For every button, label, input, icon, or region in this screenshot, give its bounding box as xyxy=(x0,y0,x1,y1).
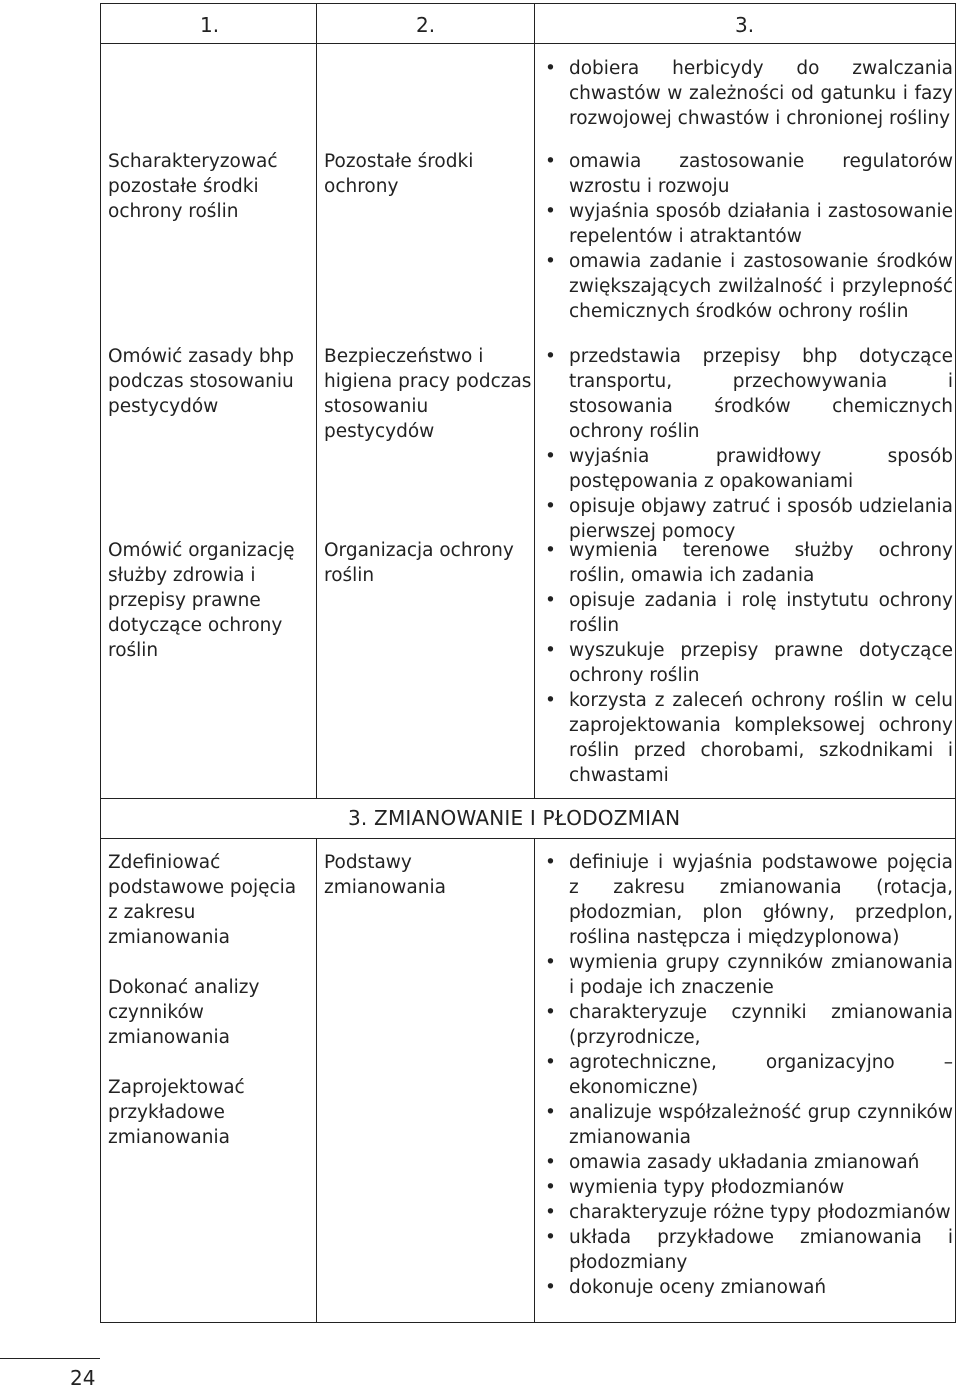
section-title: 3. ZMIANOWANIE I PŁODOZMIAN xyxy=(348,806,681,830)
objective-cell: Scharakteryzować pozostałe środki ochrony roślin xyxy=(108,151,278,222)
section-top-divider xyxy=(100,798,956,799)
column-divider-2 xyxy=(534,3,535,798)
objective-text: Zdefiniować podstawowe pojęcia z zakresu zmianowania xyxy=(108,852,297,948)
column-divider-2b xyxy=(534,838,535,1323)
list-item: • charakteryzuje czynniki zmianowania (przyrodnicze, xyxy=(545,1000,953,1050)
list-item: • korzysta z zaleceń ochrony roślin w celu zaprojektowania kompleksowej ochrony roślin przed chorobami, szkodnikami i chwastami xyxy=(545,688,953,788)
list-item: • układa przykładowe zmianowania i płodozmiany xyxy=(545,1225,953,1275)
list-item: • opisuje zadania i rolę instytutu ochrony roślin xyxy=(545,588,953,638)
column-divider-1b xyxy=(316,838,317,1323)
list-item: • omawia zasady układania zmianowań xyxy=(545,1150,953,1175)
list-item: • wyjaśnia sposób działania i zastosowanie repelentów i atraktantów xyxy=(545,199,953,249)
page-number: 24 xyxy=(70,1366,96,1390)
outcomes-list xyxy=(545,850,953,1300)
list-item: • dokonuje oceny zmianowań xyxy=(545,1275,953,1300)
list-item: • omawia zastosowanie regulatorów wzrostu i rozwoju xyxy=(545,149,953,199)
list-item: • wyjaśnia prawidłowy sposób postępowania z opakowaniami xyxy=(545,444,953,494)
list-item: • charakteryzuje różne typy płodozmianów xyxy=(545,1200,953,1225)
topic-cell: Organizacja ochrony roślin xyxy=(324,540,514,586)
objective-cell: Omówić organizację służby zdrowia i przepisy prawne dotyczące ochrony roślin xyxy=(108,540,295,661)
section-bottom-divider xyxy=(100,838,956,839)
objectives-cell xyxy=(108,850,308,1175)
list-item: • wymienia typy płodozmianów xyxy=(545,1175,953,1200)
column-divider-1 xyxy=(316,3,317,798)
list-item: • wymienia terenowe służby ochrony roślin, omawia ich zadania xyxy=(545,538,953,588)
list-item: • przedstawia przepisy bhp dotyczące transportu, przechowywania i stosowania środków chemicznych ochrony roślin xyxy=(545,344,953,444)
column-number-1: 1. xyxy=(200,13,220,37)
outcomes-list xyxy=(545,149,953,324)
outcomes-list xyxy=(545,538,953,788)
list-item: • wymienia grupy czynników zmianowania i podaje ich znaczenie xyxy=(545,950,953,1000)
list-item: • definiuje i wyjaśnia podstawowe pojęcia z zakresu zmianowania (rotacja, płodozmian, plon główny, przedplon, roślina następcza i międzyplonowa) xyxy=(545,850,953,950)
list-item: • dobiera herbicydy do zwalczania chwastów w zależności od gatunku i fazy rozwojowej chwastów i chronionej rośliny xyxy=(545,56,953,131)
column-number-2: 2. xyxy=(416,13,436,37)
objective-text: Zaprojektować przykładowe zmianowania xyxy=(108,1077,245,1148)
list-item: • opisuje objawy zatruć i sposób udzielania pierwszej pomocy xyxy=(545,494,953,544)
objective-cell: Omówić zasady bhp podczas stosowaniu pestycydów xyxy=(108,346,295,417)
outcomes-list xyxy=(545,344,953,544)
list-item: • analizuje współzależność grup czynników zmianowania xyxy=(545,1100,953,1150)
outcomes-list xyxy=(545,56,953,131)
column-number-3: 3. xyxy=(735,13,755,37)
list-item: • agrotechniczne, organizacyjno – ekonomiczne) xyxy=(545,1050,953,1100)
topic-cell: Bezpieczeństwo i higiena pracy podczas stosowaniu pestycydów xyxy=(324,346,532,442)
header-divider xyxy=(100,43,956,44)
topic-cell: Pozostałe środki ochrony xyxy=(324,151,474,197)
page-number-rule xyxy=(0,1358,100,1359)
objective-text: Dokonać analizy czynników zmianowania xyxy=(108,977,260,1048)
topic-cell: Podstawy zmianowania xyxy=(324,852,446,898)
list-item: • wyszukuje przepisy prawne dotyczące ochrony roślin xyxy=(545,638,953,688)
list-item: • omawia zadanie i zastosowanie środków zwiększających zwilżalność i przylepność chemicznych środków ochrony roślin xyxy=(545,249,953,324)
